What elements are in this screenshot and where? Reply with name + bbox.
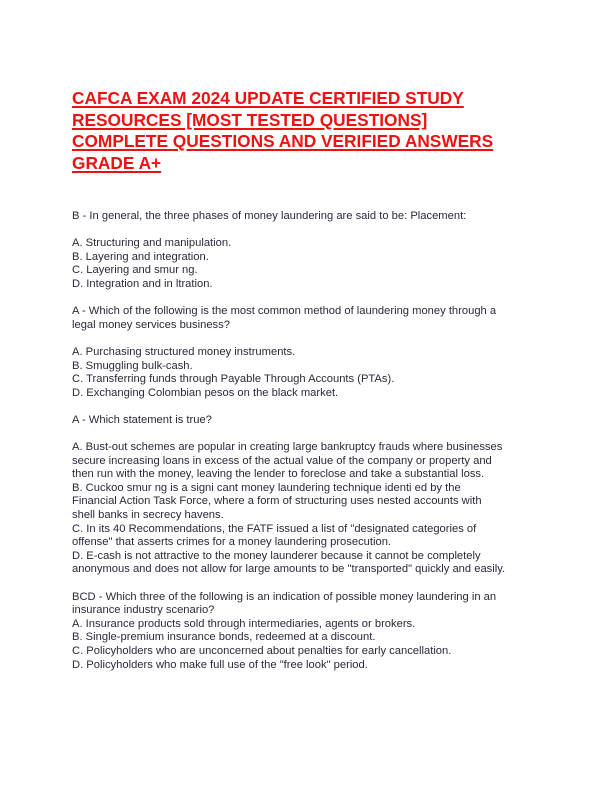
option-line: C. Layering and smur ng.: [72, 264, 198, 277]
question-text: [72, 591, 542, 618]
answer-options: [72, 237, 542, 291]
answer-option: [72, 441, 542, 482]
option-line: shell banks in secrecy havens.: [72, 509, 224, 522]
answer-option: [72, 360, 542, 374]
option-line: D. E-cash is not attractive to the money launderer because it cannot be completely: [72, 549, 481, 562]
question-line: A - Which statement is true?: [72, 413, 212, 426]
option-line: secure increasing loans in excess of the actual value of the company or property and: [72, 454, 492, 467]
answer-option: [72, 237, 542, 251]
answer-option: [72, 550, 542, 577]
answer-option: [72, 264, 542, 278]
answer-option: [72, 645, 542, 659]
question-line: legal money services business?: [72, 318, 230, 331]
option-line: B. Smuggling bulk-cash.: [72, 359, 193, 372]
question-line: insurance industry scenario?: [72, 604, 215, 617]
option-line: A. Insurance products sold through intermediaries, agents or brokers.: [72, 617, 416, 630]
option-line: offense" that asserts crimes for a money laundering prosecution.: [72, 536, 392, 549]
title-line: CAFCA EXAM 2024 UPDATE CERTIFIED STUDY: [72, 88, 464, 108]
answer-option: [72, 618, 542, 632]
question-text: [72, 414, 542, 428]
option-line: C. Policyholders who are unconcerned about penalties for early cancellation.: [72, 645, 452, 657]
option-line: D. Integration and in ltration.: [72, 277, 213, 290]
answer-option: [72, 482, 542, 523]
question-line: B - In general, the three phases of money laundering are said to be: Placement:: [72, 210, 467, 222]
option-line: Financial Action Task Force, where a form of structuring uses nested accounts with: [72, 495, 482, 508]
option-line: D. Exchanging Colombian pesos on the black market.: [72, 386, 339, 399]
question-block: [72, 305, 542, 400]
question-block: [72, 414, 542, 577]
question-text: [72, 210, 542, 224]
answer-option: [72, 387, 542, 401]
answer-options: [72, 618, 542, 672]
question-block: [72, 210, 542, 292]
option-line: A. Bust-out schemes are popular in creating large bankruptcy frauds where businesses: [72, 441, 503, 454]
answer-option: [72, 373, 542, 387]
answer-option: [72, 346, 542, 360]
question-line: BCD - Which three of the following is an indication of possible money laundering in an: [72, 590, 497, 603]
question-text: [72, 305, 542, 332]
option-line: C. Transferring funds through Payable Through Accounts (PTAs).: [72, 373, 395, 386]
option-line: B. Cuckoo smur ng is a signi cant money laundering technique identi ed by the: [72, 481, 461, 494]
answer-option: [72, 631, 542, 645]
title-line: COMPLETE QUESTIONS AND VERIFIED ANSWERS: [72, 131, 494, 151]
question-block: [72, 591, 542, 673]
answer-option: [72, 251, 542, 265]
option-line: C. In its 40 Recommendations, the FATF issued a list of "designated categories of: [72, 522, 477, 535]
option-line: B. Single-premium insurance bonds, redeemed at a discount.: [72, 631, 376, 644]
question-line: A - Which of the following is the most common method of laundering money through a: [72, 305, 497, 318]
answer-options: [72, 346, 542, 400]
option-line: D. Policyholders who make full use of the "free look" period.: [72, 658, 368, 671]
option-line: A. Purchasing structured money instruments.: [72, 345, 296, 358]
option-line: anonymous and does not allow for large amounts to be "transported" quickly and easily.: [72, 563, 506, 576]
option-line: B. Layering and integration.: [72, 250, 209, 263]
title-line: RESOURCES [MOST TESTED QUESTIONS]: [72, 109, 428, 130]
answer-option: [72, 659, 542, 673]
option-line: then run with the money, leaving the lender to foreclose and take a substantial loss.: [72, 468, 485, 481]
answer-options: [72, 441, 542, 577]
option-line: A. Structuring and manipulation.: [72, 237, 232, 250]
title-line: GRADE A+: [72, 152, 162, 173]
document-title: [72, 88, 542, 174]
questions-section: [72, 210, 542, 672]
answer-option: [72, 278, 542, 292]
answer-option: [72, 523, 542, 550]
